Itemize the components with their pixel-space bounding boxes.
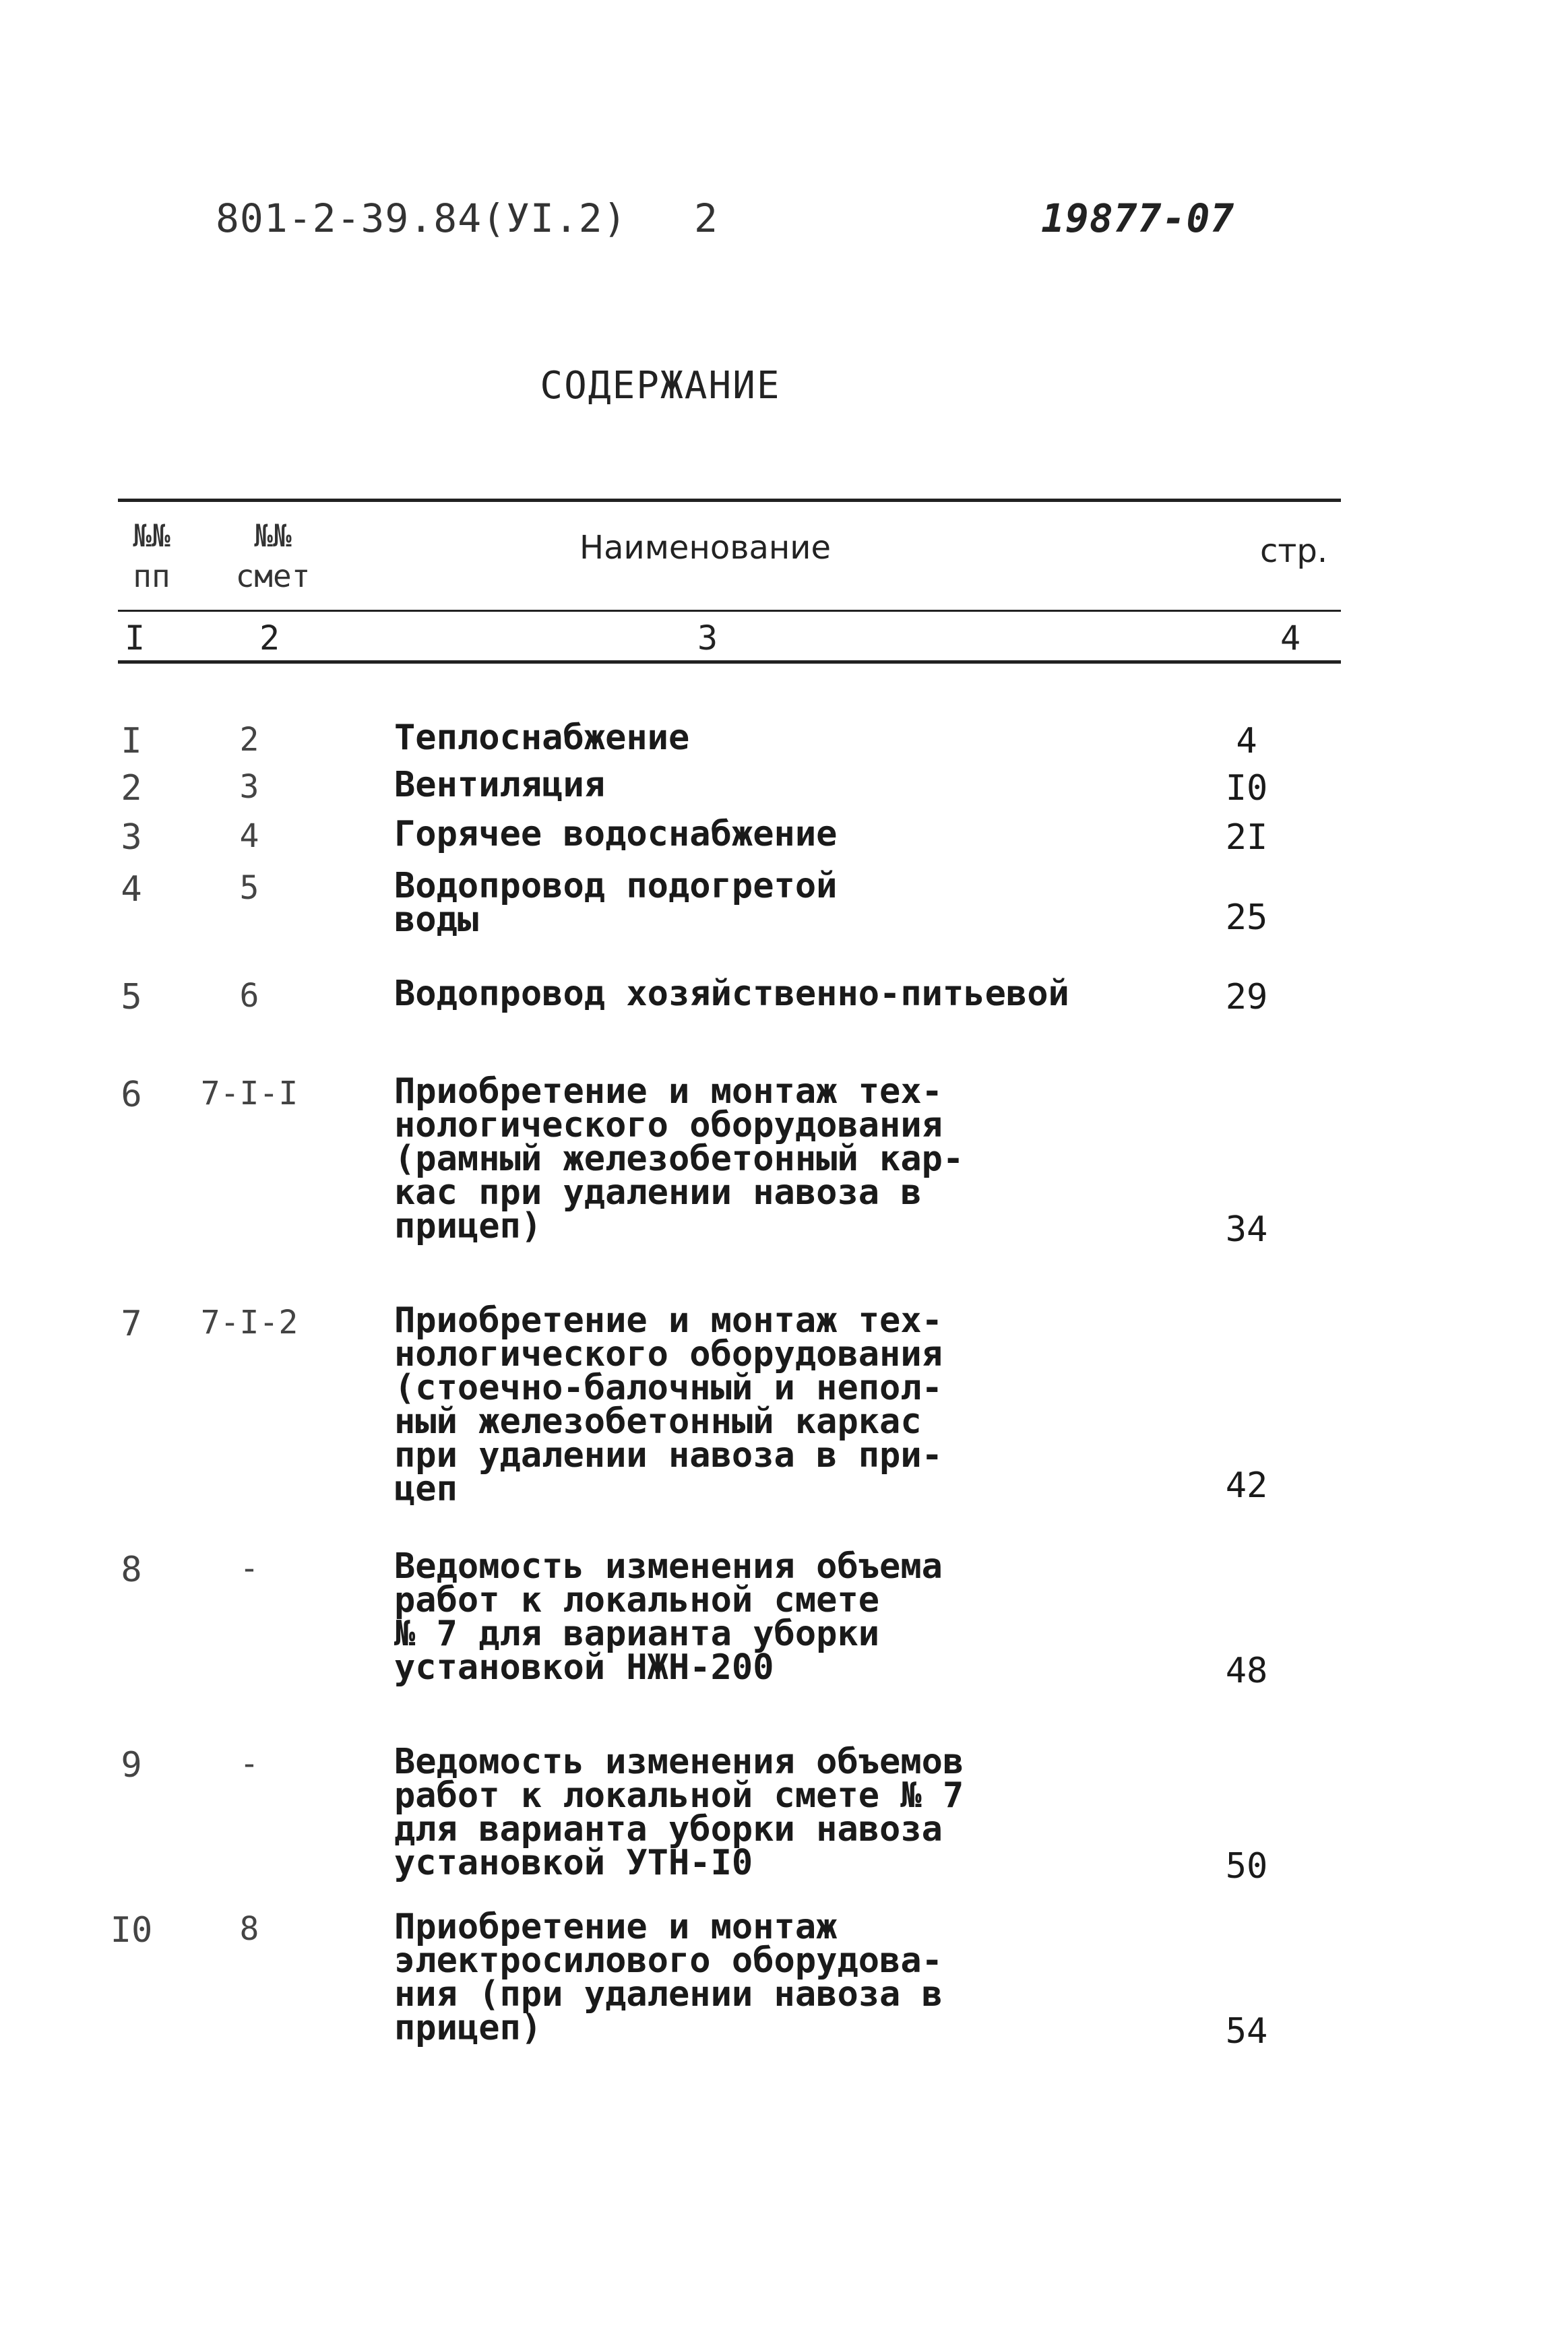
row-name: Водопровод подогретой воды: [394, 866, 838, 940]
row-estimate: -: [239, 1745, 259, 1783]
document-code: 801-2-39.84(УI.2): [216, 195, 627, 241]
row-estimate: 3: [239, 768, 259, 806]
row-number: 7: [121, 1304, 142, 1344]
row-estimate: 4: [239, 817, 259, 855]
row-page: 50: [1225, 1846, 1268, 1887]
row-name: Приобретение и монтаж тех- нологического оборудования (стоечно-балочный и непол- ный железобетонный каркас при удалении навоза в при- цеп: [394, 1300, 943, 1509]
row-page: 48: [1225, 1651, 1268, 1691]
column-number-1: I: [125, 619, 146, 658]
row-number: 2: [121, 768, 142, 809]
row-page: 34: [1225, 1209, 1268, 1250]
table-top-rule: [118, 499, 1341, 502]
row-number: 5: [121, 977, 142, 1017]
header-num: №№ пп: [133, 517, 170, 594]
row-number: 8: [121, 1550, 142, 1590]
registration-number: 19877-07: [1041, 195, 1235, 241]
column-number-2: 2: [259, 619, 280, 658]
row-name: Приобретение и монтаж электросилового оборудова- ния (при удалении навоза в прицеп): [394, 1907, 943, 2048]
row-number: 6: [121, 1075, 142, 1115]
row-page: 25: [1225, 897, 1268, 938]
header-name: Наименование: [579, 529, 832, 567]
row-page: 2I: [1225, 817, 1268, 858]
row-estimate: 7-I-I: [200, 1075, 299, 1112]
header-page: стр.: [1260, 532, 1328, 570]
page-title: СОДЕРЖАНИЕ: [540, 364, 781, 408]
row-name: Водопровод хозяйственно-питьевой: [394, 974, 1069, 1014]
header-estimate: №№ смет: [235, 517, 311, 594]
row-number: 3: [121, 817, 142, 858]
row-number: 9: [121, 1745, 142, 1785]
column-number-3: 3: [697, 619, 718, 658]
row-page: 42: [1225, 1465, 1268, 1506]
page-number: 2: [694, 195, 718, 241]
row-estimate: 2: [239, 721, 259, 759]
row-name: Горячее водоснабжение: [394, 814, 838, 854]
row-page: 29: [1225, 977, 1268, 1017]
row-name: Приобретение и монтаж тех- нологического оборудования (рамный железобетонный кар- кас при удалении навоза в прицеп): [394, 1071, 964, 1246]
row-estimate: 7-I-2: [200, 1304, 299, 1341]
column-number-4: 4: [1280, 619, 1301, 658]
row-number: I0: [110, 1910, 153, 1951]
row-page: I0: [1225, 768, 1268, 809]
row-name: Вентиляция: [394, 765, 606, 805]
row-number: 4: [121, 869, 142, 910]
header-bottom-rule: [118, 660, 1341, 664]
row-name: Ведомость изменения объема работ к локальной смете № 7 для варианта уборки установкой НЖН-200: [394, 1546, 943, 1688]
row-estimate: 6: [239, 977, 259, 1015]
header-divider-rule: [118, 610, 1341, 612]
row-page: 4: [1236, 721, 1257, 761]
row-name: Теплоснабжение: [394, 718, 690, 758]
row-estimate: 8: [239, 1910, 259, 1948]
row-number: I: [121, 721, 142, 761]
row-estimate: -: [239, 1550, 259, 1587]
row-page: 54: [1225, 2011, 1268, 2052]
row-name: Ведомость изменения объемов работ к локальной смете № 7 для варианта уборки навоза установкой УТН-I0: [394, 1742, 964, 1883]
row-estimate: 5: [239, 869, 259, 907]
